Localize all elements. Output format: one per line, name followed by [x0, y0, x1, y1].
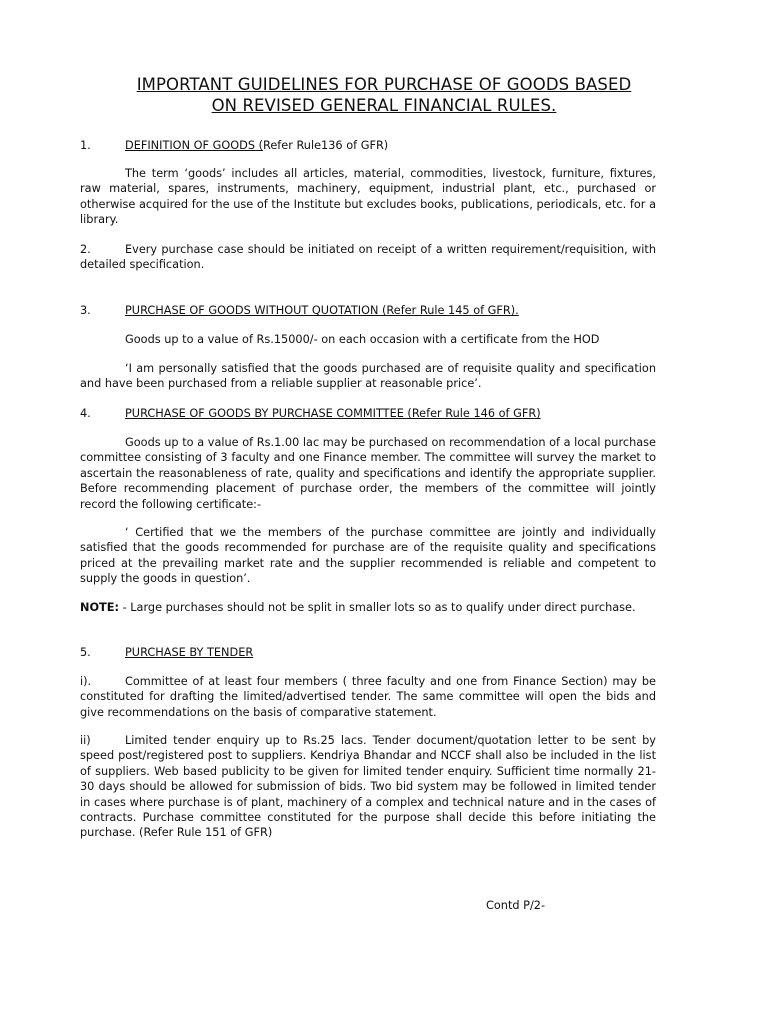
section-5-item-ii	[80, 733, 656, 841]
item-ii-label: ii)	[80, 734, 91, 747]
section-1-title: DEFINITION OF GOODS (	[125, 139, 264, 152]
section-4-heading	[80, 406, 541, 421]
section-5-heading	[80, 645, 253, 660]
section-4-body: Goods up to a value of Rs.1.00 lac may be purchased on recommendation of a local purchase committee consisting of 3 faculty and one Finance member. The committee will survey the market to ascertain the reasonableness of rate, quality and specifications and identify the appropriate supplier. Before recommending placement of purchase order, the members of the committee will jointly record the following certificate:-	[80, 436, 656, 511]
item-i-text: Committee of at least four members ( three faculty and one from Finance Section) may be constituted for drafting the limited/advertised tender. The same committee will open the bids and give recommendations on the basis of comparative statement.	[80, 675, 656, 719]
section-3-title: PURCHASE OF GOODS WITHOUT QUOTATION (Refer Rule 145 of GFR).	[125, 304, 519, 317]
note-label: NOTE:	[80, 601, 119, 614]
section-1-body: The term ‘goods’ includes all articles, material, commodities, livestock, furniture, fixtures, raw material, spares, instruments, machinery, equipment, industrial plant, etc., purchased or otherwise acquired for the use of the Institute but excludes books, publications, periodicals, etc. for a library.	[80, 167, 656, 227]
section-1-number: 1.	[80, 139, 91, 152]
item-ii-text: Limited tender enquiry up to Rs.25 lacs. Tender document/quotation letter to be sent by speed post/registered post to suppliers. Kendriya Bhandar and NCCF shall also be included in the list of suppliers. Web based publicity to be given for limited tender enquiry. Sufficient time normally 21-30 days should be allowed for submission of bids. Two bid system may be followed in limited tender in cases where purchase is of plant, machinery of a complex and technical nature and in the cases of contracts. Purchase committee constituted for the purpose shall decide this before initiating the purchase. (Refer Rule 151 of GFR)	[80, 734, 656, 840]
section-3-number: 3.	[80, 304, 91, 317]
section-2-body	[80, 242, 656, 273]
item-i-label: i).	[80, 675, 92, 688]
section-4-certificate: ‘ Certified that we the members of the purchase committee are jointly and individually satisfied that the goods recommended for purchase are of the requisite quality and specifications priced at the prevailing market rate and the supplier recommended is reliable and competent to supply the goods in question’.	[80, 526, 656, 586]
section-4-number: 4.	[80, 407, 91, 420]
section-3-body: Goods up to a value of Rs.15000/- on each occasion with a certificate from the HOD	[125, 333, 600, 346]
section-1-heading	[80, 138, 388, 153]
section-5-title: PURCHASE BY TENDER	[125, 646, 254, 659]
section-1-reference: Refer Rule136 of GFR)	[263, 139, 389, 152]
document-title-line-2: ON REVISED GENERAL FINANCIAL RULES.	[211, 96, 557, 115]
section-3-certificate: ‘I am personally satisfied that the goods purchased are of requisite quality and specification and have been purchased from a reliable supplier at reasonable price’.	[80, 362, 656, 391]
section-2-number: 2.	[80, 243, 91, 256]
continued-footer: Contd P/2-	[486, 899, 546, 912]
note-text: - Large purchases should not be split in smaller lots so as to qualify under direct purchase.	[119, 601, 636, 614]
section-5-item-i	[80, 674, 656, 720]
section-5-number: 5.	[80, 646, 91, 659]
section-3-heading	[80, 303, 519, 318]
section-4-note	[80, 600, 656, 615]
section-2-text: Every purchase case should be initiated on receipt of a written requirement/requisition, with detailed specification.	[80, 243, 656, 272]
document-title-line-1: IMPORTANT GUIDELINES FOR PURCHASE OF GOODS BASED	[136, 75, 632, 94]
section-4-title: PURCHASE OF GOODS BY PURCHASE COMMITTEE (Refer Rule 146 of GFR)	[125, 407, 541, 420]
